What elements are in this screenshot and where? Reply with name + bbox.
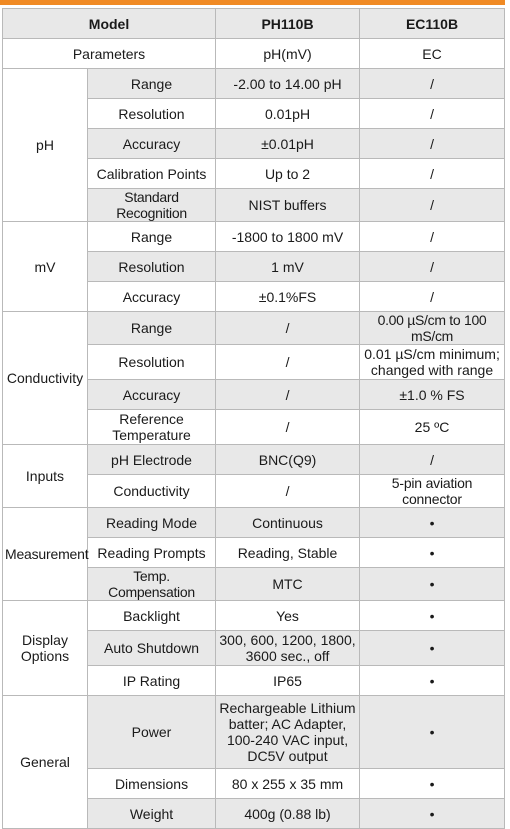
parameters-ec110b: EC <box>360 39 505 69</box>
ph110b-value: / <box>216 345 360 380</box>
ec110b-value: 5-pin aviation connector <box>360 475 505 508</box>
ph110b-value: IP65 <box>216 666 360 696</box>
table-row <box>3 601 505 631</box>
ec110b-value: / <box>360 282 505 312</box>
ec110b-value: ±1.0 % FS <box>360 380 505 410</box>
ec110b-value: / <box>360 252 505 282</box>
ec110b-bullet: • <box>360 769 505 799</box>
ph110b-value: Yes <box>216 601 360 631</box>
group-ph: pH <box>3 69 88 222</box>
ph110b-value: 0.01pH <box>216 99 360 129</box>
ec110b-bullet: • <box>360 568 505 601</box>
ph110b-value: Continuous <box>216 508 360 538</box>
group-mv: mV <box>3 222 88 312</box>
ph110b-value: / <box>216 312 360 345</box>
row-label: Reference Temperature <box>88 410 216 445</box>
ph110b-value: 80 x 255 x 35 mm <box>216 769 360 799</box>
row-label: Conductivity <box>88 475 216 508</box>
ec110b-bullet: • <box>360 799 505 829</box>
ph110b-value: ±0.1%FS <box>216 282 360 312</box>
ph110b-value: 1 mV <box>216 252 360 282</box>
row-label: Range <box>88 69 216 99</box>
row-label: Accuracy <box>88 129 216 159</box>
row-label: Reading Prompts <box>88 538 216 568</box>
header-model: Model <box>3 9 216 39</box>
ph110b-value: -2.00 to 14.00 pH <box>216 69 360 99</box>
specifications-table <box>2 8 505 829</box>
ec110b-value: 0.01 µS/cm minimum; changed with range <box>360 345 505 380</box>
ec110b-value: 0.00 µS/cm to 100 mS/cm <box>360 312 505 345</box>
row-label: Calibration Points <box>88 159 216 189</box>
row-label: Range <box>88 222 216 252</box>
row-label: Range <box>88 312 216 345</box>
ph110b-value: 400g (0.88 lb) <box>216 799 360 829</box>
ph110b-value: ±0.01pH <box>216 129 360 159</box>
ec110b-bullet: • <box>360 601 505 631</box>
ec110b-value: / <box>360 69 505 99</box>
row-label: Accuracy <box>88 282 216 312</box>
ec110b-bullet: • <box>360 631 505 666</box>
group-conductivity: Conductivity <box>3 312 88 445</box>
group-measurement: Measurement <box>3 508 88 601</box>
ph110b-value: Up to 2 <box>216 159 360 189</box>
ec110b-value: / <box>360 129 505 159</box>
ec110b-bullet: • <box>360 696 505 769</box>
ec110b-value: / <box>360 222 505 252</box>
ec110b-bullet: • <box>360 508 505 538</box>
row-label: Backlight <box>88 601 216 631</box>
table-row <box>3 508 505 538</box>
ec110b-value: / <box>360 445 505 475</box>
row-label: Dimensions <box>88 769 216 799</box>
group-display-options: Display Options <box>3 601 88 696</box>
parameters-ph110b: pH(mV) <box>216 39 360 69</box>
ec110b-value: / <box>360 189 505 222</box>
ph110b-value: MTC <box>216 568 360 601</box>
ph110b-value: / <box>216 410 360 445</box>
row-label: Weight <box>88 799 216 829</box>
ph110b-value: Reading, Stable <box>216 538 360 568</box>
ph110b-value: Rechargeable Lithium batter; AC Adapter, 100-240 VAC input, DC5V output <box>216 696 360 769</box>
row-label: Power <box>88 696 216 769</box>
table-row <box>3 39 505 69</box>
ph110b-value: 300, 600, 1200, 1800, 3600 sec., off <box>216 631 360 666</box>
row-label: Auto Shutdown <box>88 631 216 666</box>
ph110b-value: / <box>216 380 360 410</box>
row-label: Resolution <box>88 345 216 380</box>
row-label: Accuracy <box>88 380 216 410</box>
table-row <box>3 222 505 252</box>
ph110b-value: NIST buffers <box>216 189 360 222</box>
group-general: General <box>3 696 88 829</box>
ph110b-value: / <box>216 475 360 508</box>
ph110b-value: BNC(Q9) <box>216 445 360 475</box>
header-ph110b: PH110B <box>216 9 360 39</box>
table-row <box>3 312 505 345</box>
ph110b-value: -1800 to 1800 mV <box>216 222 360 252</box>
table-row <box>3 69 505 99</box>
header-row <box>3 9 505 39</box>
row-label: IP Rating <box>88 666 216 696</box>
row-label: Resolution <box>88 99 216 129</box>
ec110b-value: / <box>360 99 505 129</box>
row-label: Temp. Compensation <box>88 568 216 601</box>
row-label: pH Electrode <box>88 445 216 475</box>
table-row <box>3 445 505 475</box>
ec110b-bullet: • <box>360 538 505 568</box>
ec110b-value: / <box>360 159 505 189</box>
header-ec110b: EC110B <box>360 9 505 39</box>
accent-top-bar <box>0 0 505 5</box>
table-row <box>3 696 505 769</box>
ec110b-value: 25 ºC <box>360 410 505 445</box>
row-label: Reading Mode <box>88 508 216 538</box>
row-label: Resolution <box>88 252 216 282</box>
group-inputs: Inputs <box>3 445 88 508</box>
ec110b-bullet: • <box>360 666 505 696</box>
parameters-label: Parameters <box>3 39 216 69</box>
row-label: Standard Recognition <box>88 189 216 222</box>
